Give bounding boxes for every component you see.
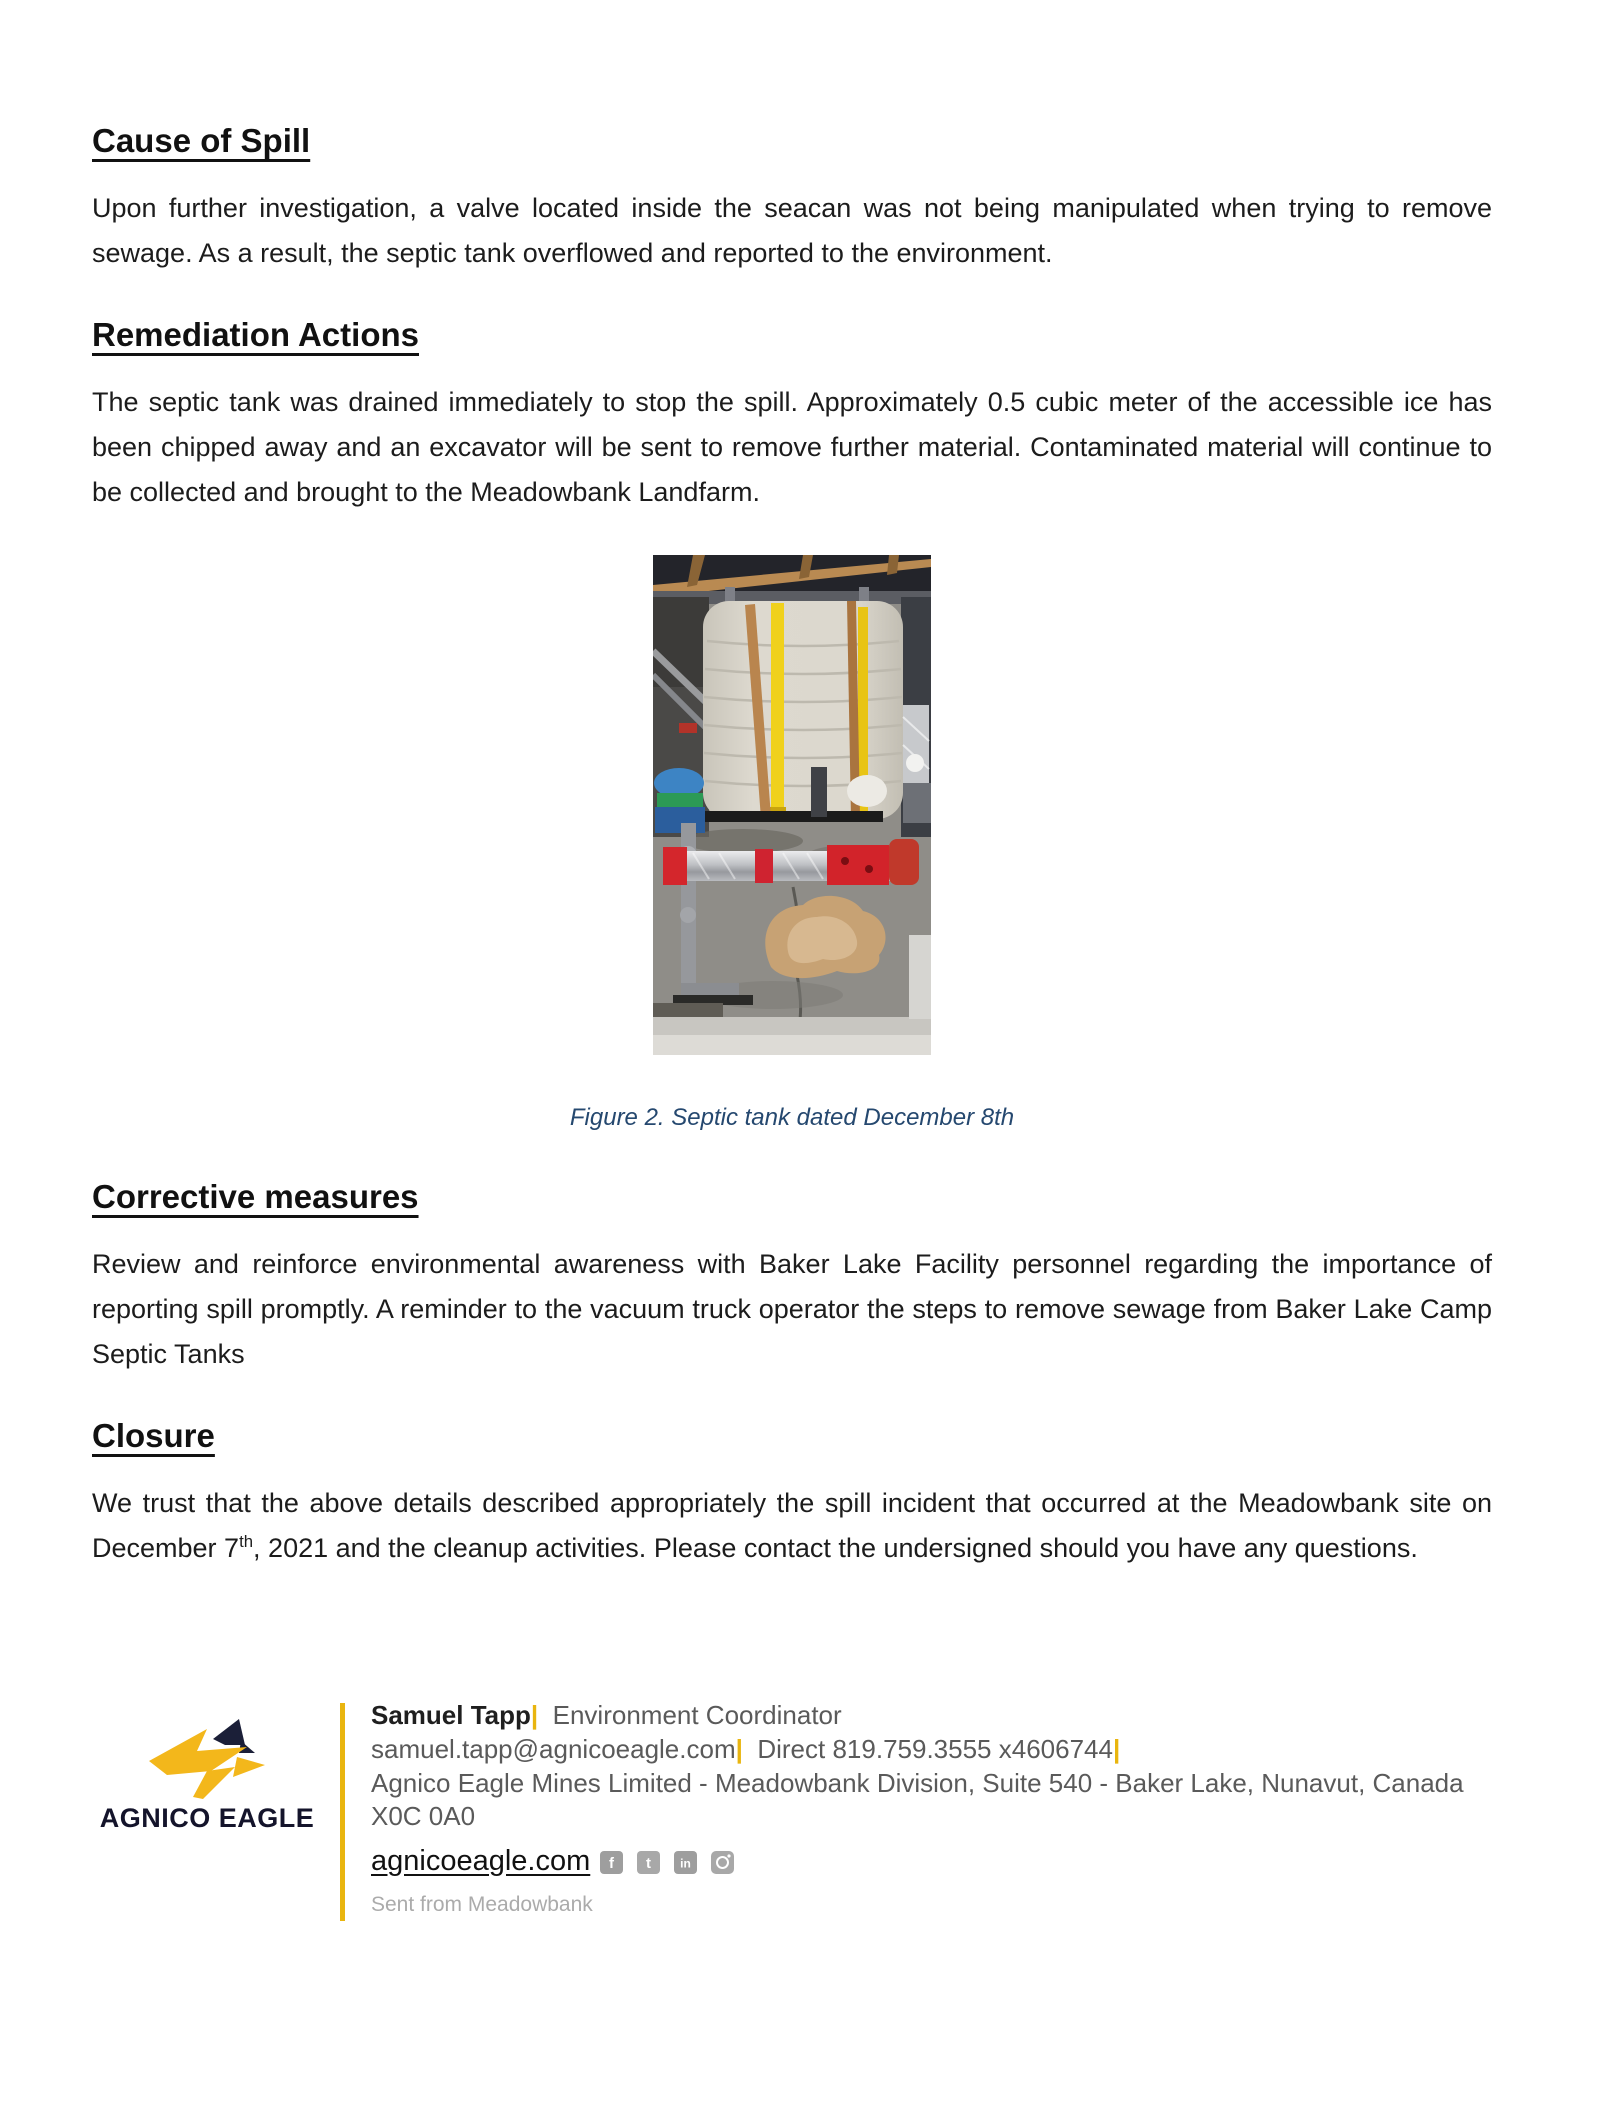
section-heading-remediation-actions: Remediation Actions bbox=[92, 316, 419, 353]
website-link[interactable]: agnicoeagle.com bbox=[371, 1845, 591, 1877]
signature-name-line bbox=[371, 1699, 1492, 1732]
sender-name: Samuel Tapp bbox=[371, 1700, 531, 1730]
svg-text:f: f bbox=[609, 1855, 615, 1872]
closure-text-after: , 2021 and the cleanup activities. Please contact the undersigned should you have any questions. bbox=[253, 1533, 1418, 1563]
twitter-icon[interactable] bbox=[637, 1851, 660, 1874]
sender-title: Environment Coordinator bbox=[552, 1700, 842, 1730]
email-signature bbox=[92, 1699, 1492, 1921]
sender-phone: Direct 819.759.3555 x4606744 bbox=[757, 1734, 1113, 1764]
paragraph-cause-of-spill: Upon further investigation, a valve located inside the seacan was not being manipulated when trying to remove sewage. As a result, the septic tank overflowed and reported to the environment. bbox=[92, 193, 1492, 268]
svg-text:in: in bbox=[680, 1856, 692, 1871]
section-heading-closure: Closure bbox=[92, 1417, 215, 1454]
linkedin-icon[interactable] bbox=[674, 1851, 697, 1874]
paragraph-closure bbox=[92, 1481, 1492, 1571]
yellow-separator: | bbox=[1112, 1734, 1121, 1764]
paragraph-remediation-actions: The septic tank was drained immediately to stop the spill. Approximately 0.5 cubic meter of the accessible ice has been chipped away and an excavator will be sent to remove further material. Contaminated material will continue to be collected and brought to the Meadowbank Landfarm. bbox=[92, 387, 1492, 507]
instagram-icon[interactable] bbox=[711, 1851, 734, 1874]
septic-tank-photo bbox=[653, 555, 931, 1055]
signature-text bbox=[371, 1699, 1492, 1921]
signature-website-row bbox=[371, 1845, 1492, 1878]
section-heading-corrective-measures: Corrective measures bbox=[92, 1178, 419, 1215]
signature-address: Agnico Eagle Mines Limited - Meadowbank Division, Suite 540 - Baker Lake, Nunavut, Canada X0C 0A0 bbox=[371, 1768, 1464, 1831]
agnico-eagle-logo bbox=[98, 1699, 316, 1834]
sent-from-note: Sent from Meadowbank bbox=[371, 1893, 593, 1916]
yellow-separator: | bbox=[530, 1700, 539, 1730]
figure-caption: Figure 2. Septic tank dated December 8th bbox=[569, 1104, 1015, 1131]
signature-contact-line bbox=[371, 1733, 1492, 1766]
section-heading-cause-of-spill: Cause of Spill bbox=[92, 122, 311, 159]
signature-divider bbox=[340, 1703, 345, 1921]
closure-text-before: We trust that the above details described appropriately the spill incident that occurred at the Meadowbank site on December 7 bbox=[92, 1488, 1492, 1563]
paragraph-corrective-measures: Review and reinforce environmental awareness with Baker Lake Facility personnel regarding the importance of reporting spill promptly. A reminder to the vacuum truck operator the steps to remove sewage from Baker Lake Camp Septic Tanks bbox=[92, 1249, 1492, 1369]
facebook-icon[interactable] bbox=[600, 1851, 623, 1874]
logo-wordmark: AGNICO EAGLE bbox=[99, 1803, 315, 1833]
eagle-icon bbox=[141, 1713, 273, 1799]
sender-email: samuel.tapp@agnicoeagle.com bbox=[371, 1734, 736, 1764]
social-icons bbox=[600, 1851, 734, 1874]
septic-tank-photo-illustration bbox=[653, 555, 931, 1055]
closure-superscript: th bbox=[239, 1532, 254, 1551]
yellow-separator: | bbox=[735, 1734, 743, 1764]
figure-2 bbox=[92, 555, 1492, 1132]
svg-text:t: t bbox=[646, 1855, 652, 1872]
